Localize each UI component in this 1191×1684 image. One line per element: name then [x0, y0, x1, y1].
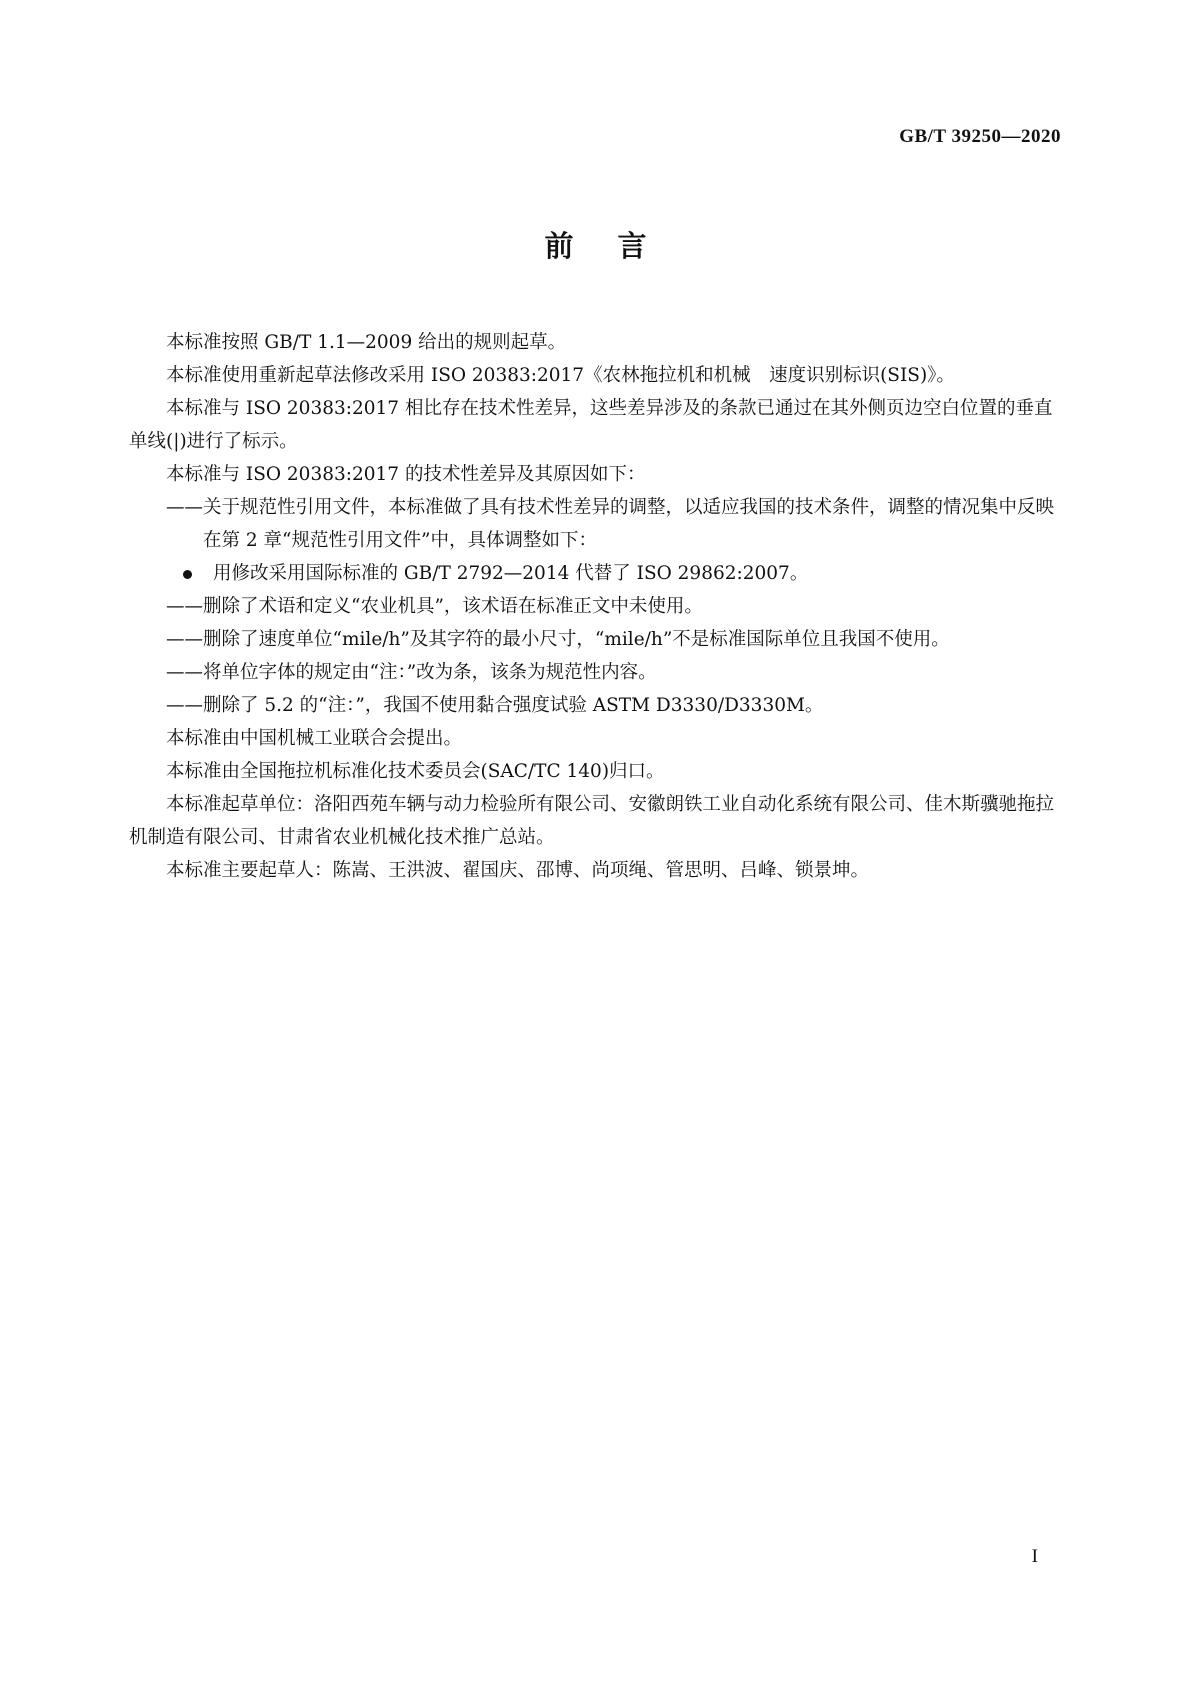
paragraph-committee: 本标准由全国拖拉机标准化技术委员会(SAC/TC 140)归口。	[166, 761, 665, 782]
paragraph-proposer: 本标准由中国机械工业联合会提出。	[166, 728, 463, 749]
list-item-text: 删除了术语和定义“农业机具”，该术语在标准正文中未使用。	[203, 596, 703, 617]
bullet-icon	[183, 570, 192, 579]
dash-mark: ——	[166, 497, 203, 518]
list-item-text: 关于规范性引用文件，本标准做了具有技术性差异的调整，以适应我国的技术条件，调整的情况集中反映在第 2 章“规范性引用文件”中，具体调整如下：	[203, 497, 1055, 551]
list-item-text: 删除了速度单位“mile/h”及其字符的最小尺寸，“mile/h”不是标准国际单位且我国不使用。	[203, 629, 950, 650]
list-item	[166, 590, 1063, 623]
page-title: 前言	[544, 229, 691, 263]
list-item	[166, 656, 1063, 689]
paragraph-drafting-rules: 本标准按照 GB/T 1.1—2009 给出的规则起草。	[166, 332, 567, 353]
list-item-text: 将单位字体的规定由“注：”改为条，该条为规范性内容。	[203, 662, 657, 683]
paragraph-drafting-units: 本标准起草单位：洛阳西苑车辆与动力检验所有限公司、安徽朗铁工业自动化系统有限公司、佳木斯骥驰拖拉机制造有限公司、甘肃省农业机械化技术推广总站。	[129, 794, 1055, 848]
foreword-body	[129, 326, 1063, 887]
paragraph-drafters: 本标准主要起草人：陈嵩、王洪波、翟国庆、邵博、尚项绳、管思明、吕峰、锁景坤。	[166, 860, 870, 881]
dash-mark: ——	[166, 596, 203, 617]
list-item	[166, 491, 1063, 557]
list-item	[166, 689, 1063, 722]
list-item-text: 删除了 5.2 的“注：”，我国不使用黏合强度试验 ASTM D3330/D3330M。	[203, 695, 824, 716]
list-item	[166, 623, 1063, 656]
paragraph-differences-intro: 本标准与 ISO 20383:2017 的技术性差异及其原因如下：	[166, 464, 646, 485]
paragraph-adoption: 本标准使用重新起草法修改采用 ISO 20383:2017《农林拖拉机和机械 速度识别标识(SIS)》。	[166, 365, 955, 386]
page-number: I	[1031, 1546, 1038, 1567]
dash-mark: ——	[166, 629, 203, 650]
standard-code: GB/T 39250—2020	[899, 126, 1061, 147]
paragraph-differences: 本标准与 ISO 20383:2017 相比存在技术性差异，这些差异涉及的条款已通过在其外侧页边空白位置的垂直单线(|)进行了标示。	[129, 398, 1053, 452]
bullet-item	[129, 557, 1063, 590]
bullet-item-text: 用修改采用国际标准的 GB/T 2792—2014 代替了 ISO 29862:2007。	[213, 563, 809, 584]
dash-mark: ——	[166, 695, 203, 716]
dash-mark: ——	[166, 662, 203, 683]
